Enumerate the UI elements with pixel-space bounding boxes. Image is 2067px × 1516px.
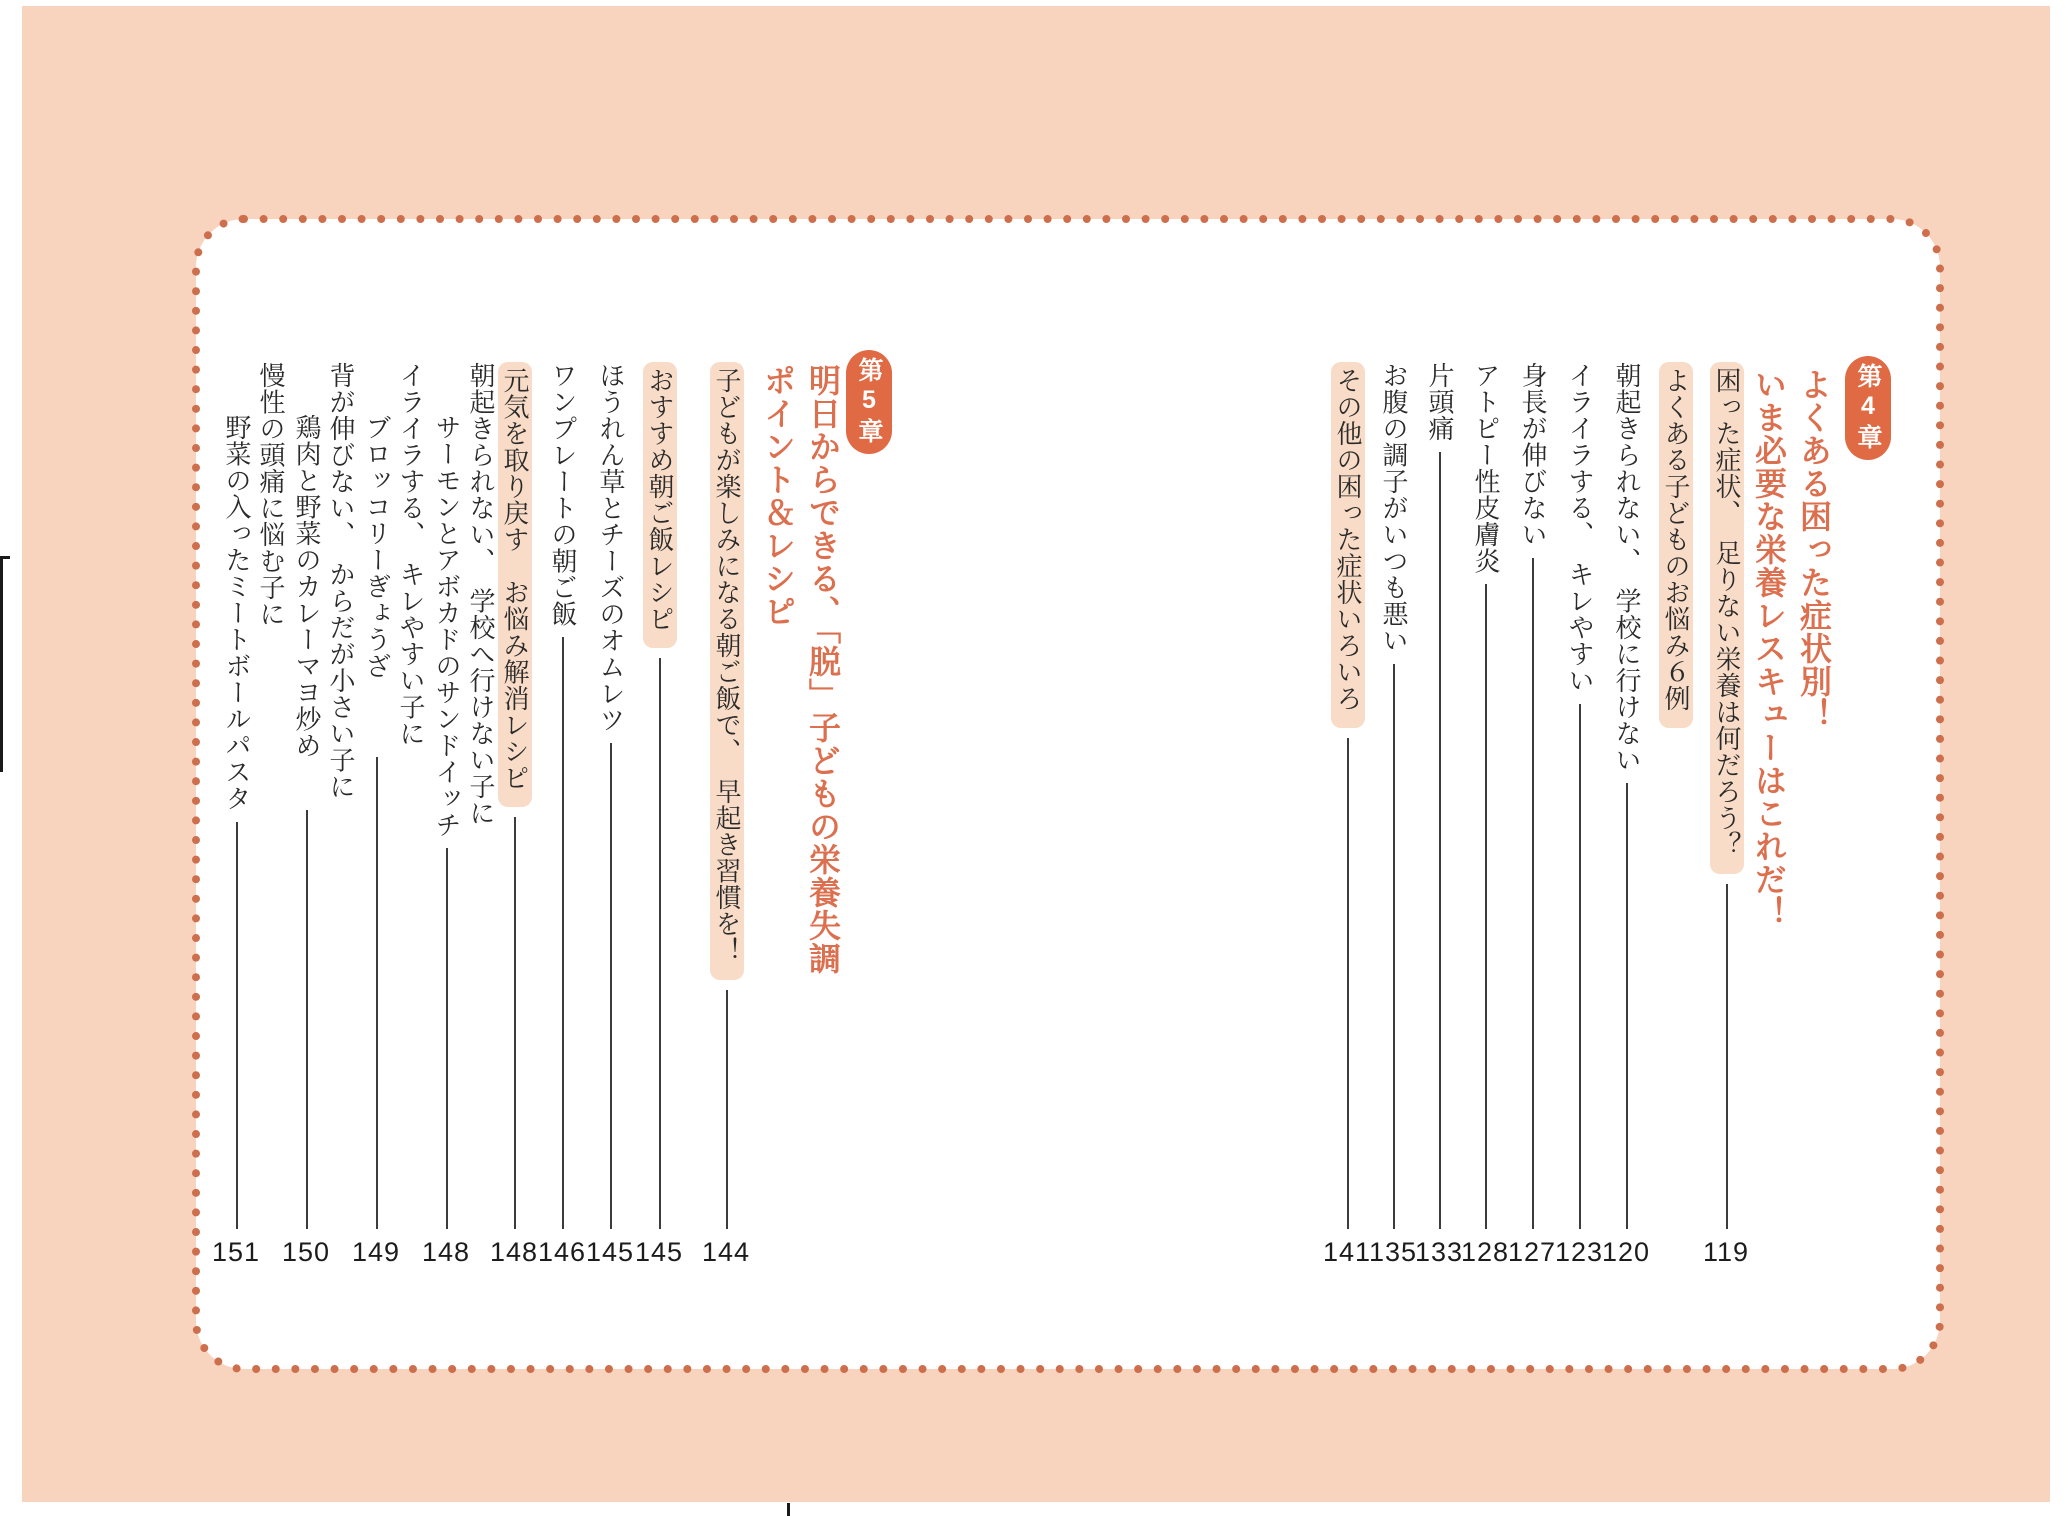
toc-item-title: 朝起きられない、 学校に行けない [1612,362,1642,773]
toc-entry-text-columns [546,362,580,627]
leader-line [1726,884,1728,1230]
chapter4-badge: 第4章 [1845,356,1891,460]
page-number: 146 [537,1237,587,1267]
toc-entry [211,362,288,1268]
leader-line [1393,664,1395,1230]
leader-line [1347,738,1349,1230]
chapter4-title-line1: よくある困った症状別！ [1796,368,1832,731]
toc-item-title: ほうれん草とチーズのオムレツ [596,362,626,733]
toc-item-category: 背が伸びない、 からだが小さい子に [326,362,356,800]
toc-entry [537,362,598,1268]
toc-entry [1322,362,1383,1268]
toc-entry-text-columns [1516,362,1550,548]
toc-item-title: ブロッコリーぎょうざ [362,414,392,679]
chapter4-title-line2: いま必要な栄養レスキューはこれだ！ [1751,368,1787,929]
toc-entry [421,362,498,1268]
page-number: 120 [1601,1237,1651,1267]
leader-line [446,848,448,1229]
chapter5-title [755,364,845,975]
page-number: 148 [421,1237,471,1267]
page-number: 148 [489,1237,539,1267]
toc-entry [1659,362,1693,728]
leader-line [1485,584,1487,1229]
toc-item-title: 身長が伸びない [1518,362,1548,548]
page-number: 151 [211,1237,261,1267]
toc-item-title: 野菜の入ったミートボールパスタ [222,414,252,812]
leader-line [514,817,516,1229]
toc-item-title: アトピー性皮膚炎 [1471,362,1501,574]
leader-line [236,822,238,1230]
toc-entry-text-columns [290,362,358,800]
toc-item-title: その他の困った症状いろいろ [1331,362,1365,728]
toc-entry-text-columns [1659,362,1693,728]
toc-entry-text-columns [1331,362,1365,728]
toc-item-category: 朝起きられない、 学校へ行けない子に [466,362,496,826]
chapter5-badge: 第5章 [846,350,892,454]
page-number: 127 [1507,1237,1557,1267]
toc-item-category: 慢性の頭痛に悩む子に [256,362,286,627]
leader-line [1439,452,1441,1230]
toc-item-title: お腹の調子がいつも悪い [1379,362,1409,654]
chapter5-title-line2: ポイント＆レシピ [760,364,796,628]
toc-entry-text-columns [1710,362,1744,874]
toc-item-title: 子どもが楽しみになる朝ご飯で、 早起き習慣を！ [710,362,744,980]
toc-entry [1460,362,1521,1268]
toc-entry [701,362,762,1268]
toc-entry-text-columns [498,362,532,807]
leader-line [1626,783,1628,1229]
scan-artifact-line [0,556,3,772]
toc-item-title: 片頭痛 [1425,362,1455,442]
leader-line [376,757,378,1230]
toc-entry [634,362,695,1268]
toc-entry-text-columns [1563,362,1597,694]
toc-entry [1414,362,1475,1268]
page-number: 128 [1460,1237,1510,1267]
toc-item-title: サーモンとアボカドのサンドイッチ [432,414,462,838]
toc-entry [1368,362,1429,1268]
toc-entry [351,362,428,1268]
toc-entry [1702,362,1762,1268]
page-number: 135 [1368,1237,1418,1267]
scan-artifact-tick [0,556,10,559]
leader-line [562,637,564,1229]
toc-item-title: おすすめ朝ご飯レシピ [643,362,677,648]
toc-entry-text-columns [643,362,677,648]
toc-entry [489,362,550,1268]
page-number: 123 [1554,1237,1604,1267]
leader-line [1532,558,1534,1230]
toc-entry [585,362,646,1268]
toc-item-title: 困った症状、 足りない栄養は何だろう？ [1710,362,1744,874]
page-number: 141 [1322,1237,1372,1267]
toc-entry-text-columns [1610,362,1644,773]
toc-entry [281,362,358,1268]
toc-entry-text-columns [360,362,428,747]
toc-item-title: イライラする、 キレやすい [1565,362,1595,694]
page-number: 149 [351,1237,401,1267]
toc-item-title: 元気を取り戻す お悩み解消レシピ [498,362,532,807]
toc-entry [1601,362,1662,1268]
page-number: 145 [585,1237,635,1267]
toc-item-title: 鶏肉と野菜のカレーマヨ炒め [292,414,322,759]
toc-item-title: ワンプレートの朝ご飯 [548,362,578,627]
page-number: 119 [1702,1237,1750,1267]
toc-entry-text-columns [220,362,288,812]
toc-entry-text-columns [710,362,744,980]
chapter5-title-line1: 明日からできる、「脱」子どもの栄養失調 [805,364,841,975]
leader-line [610,743,612,1229]
toc-entry-text-columns [430,362,498,838]
page-number: 133 [1414,1237,1464,1267]
toc-entry [1507,362,1568,1268]
toc-item-title: よくある子どものお悩み６例 [1659,362,1693,728]
leader-line [306,810,308,1230]
toc-entry [1554,362,1615,1268]
toc-entry-text-columns [594,362,628,733]
page-number: 150 [281,1237,331,1267]
page-number: 144 [701,1237,751,1267]
toc-item-category: イライラする、 キレやすい子に [396,362,426,747]
leader-line [726,990,728,1230]
page-number: 145 [634,1237,684,1267]
leader-line [1579,704,1581,1230]
scan-artifact-mark [787,1503,790,1516]
leader-line [659,658,661,1229]
